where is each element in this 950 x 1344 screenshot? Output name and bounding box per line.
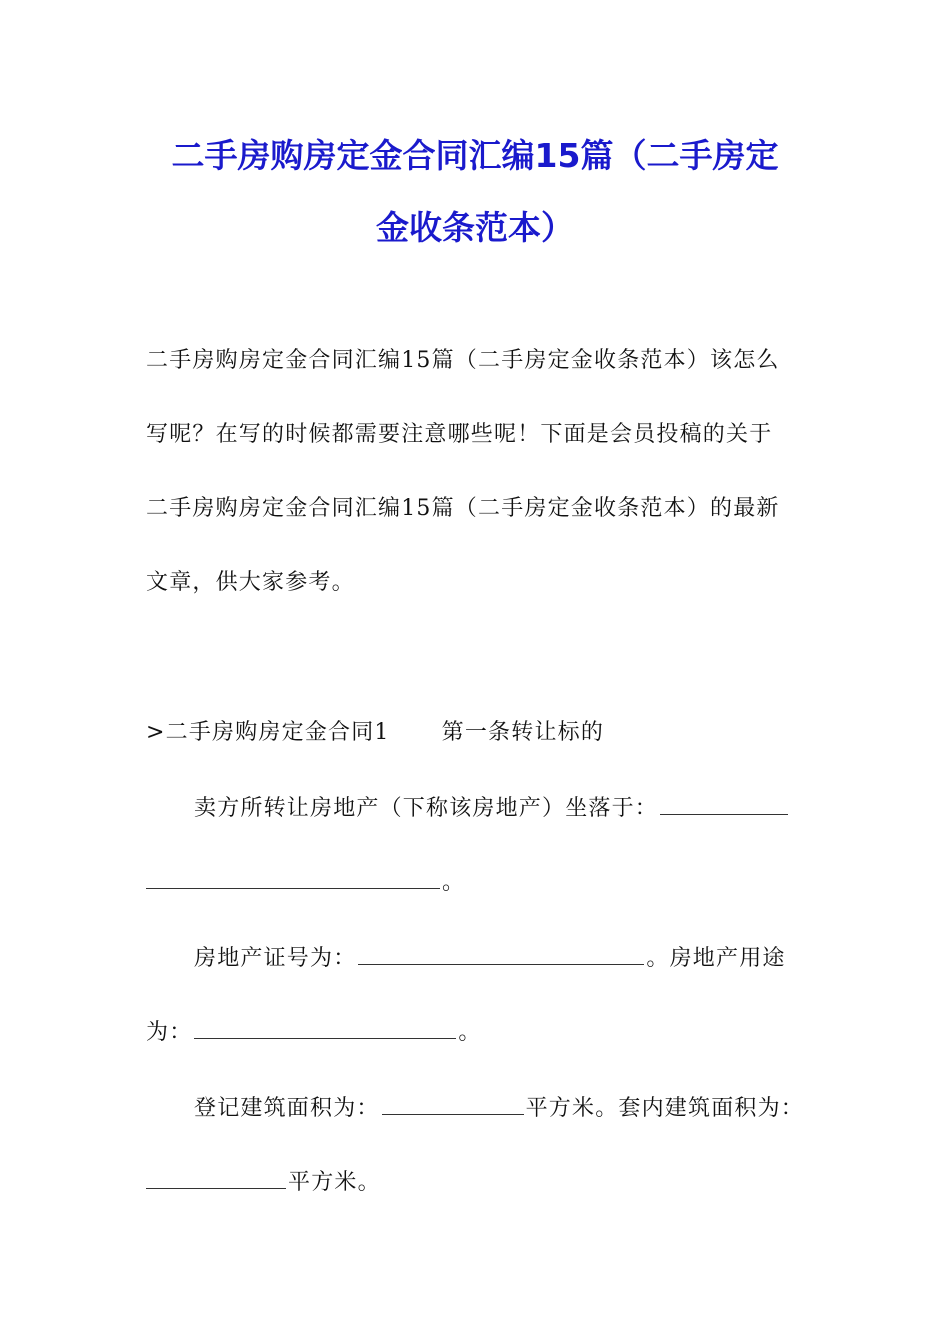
location-blank-2 xyxy=(146,866,440,889)
intro-line-3: 二手房购房定金合同汇编15篇（二手房定金收条范本）的最新 xyxy=(146,496,780,521)
location-line-continued xyxy=(146,866,465,898)
cert-label: 房地产证号为： xyxy=(194,946,357,971)
inner-area-unit: 平方米。 xyxy=(288,1170,381,1195)
intro-line-4: 文章，供大家参考。 xyxy=(146,570,355,595)
intro-line-1: 二手房购房定金合同汇编15篇（二手房定金收条范本）该怎么 xyxy=(146,348,780,373)
intro-line-2: 写呢？在写的时候都需要注意哪些呢！下面是会员投稿的关于 xyxy=(146,422,773,447)
document-title-line-2: 金收条范本） xyxy=(376,208,574,247)
cert-line xyxy=(194,942,786,974)
area-label: 登记建筑面积为： xyxy=(194,1096,380,1121)
cert-blank xyxy=(358,942,644,965)
cert-end: 。房地产用途 xyxy=(646,946,786,971)
usage-prefix: 为： xyxy=(146,1020,193,1045)
location-label: 卖方所转让房地产（下称该房地产）坐落于： xyxy=(194,796,659,821)
location-line xyxy=(194,792,790,824)
usage-blank xyxy=(194,1016,456,1039)
area-blank xyxy=(382,1092,524,1115)
usage-end: 。 xyxy=(458,1020,482,1045)
area-unit: 平方米。套内建筑面积为： xyxy=(525,1096,805,1121)
location-end: 。 xyxy=(442,870,466,895)
inner-area-blank xyxy=(146,1166,286,1189)
article-title: 第一条转让标的 xyxy=(441,720,605,745)
contract-heading-line xyxy=(146,718,604,748)
usage-line xyxy=(146,1016,482,1048)
location-blank-1 xyxy=(660,792,788,815)
inner-area-line xyxy=(146,1166,381,1198)
contract-heading: >二手房购房定金合同1 xyxy=(146,720,390,745)
document-title-line-1: 二手房购房定金合同汇编15篇（二手房定 xyxy=(171,136,779,175)
area-line xyxy=(194,1092,804,1124)
